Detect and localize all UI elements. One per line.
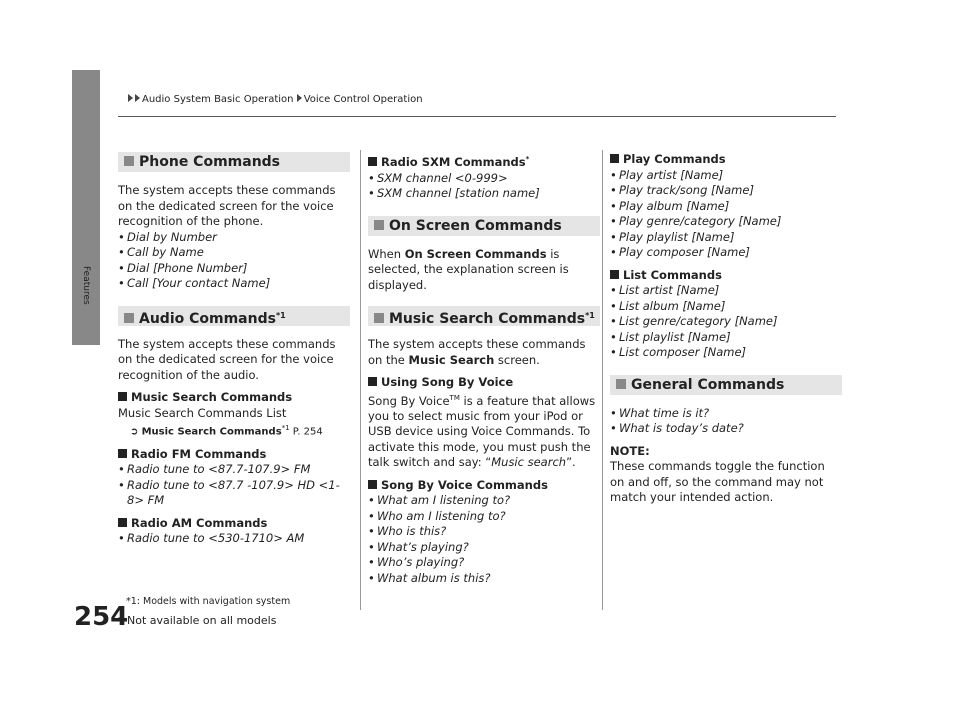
note-text: These commands toggle the function on and off, so the command may not match your intended action.: [610, 459, 825, 504]
square-icon: [124, 313, 134, 323]
music-search-list-text: Music Search Commands List: [118, 405, 287, 420]
list-command-list: [610, 283, 842, 361]
list-item: • Call [Your contact Name]: [118, 276, 350, 292]
list-item: • Call by Name: [118, 245, 350, 261]
list-item: • Radio tune to <87.7 -107.9> HD <1-8> FM: [118, 478, 350, 509]
list-item: • Play playlist [Name]: [610, 230, 842, 246]
breadcrumb: [128, 94, 423, 105]
list-item: • Who’s playing?: [368, 555, 600, 571]
section-audio-commands: Audio Commands$^{*1}$: [118, 306, 350, 326]
list-item: • Play composer [Name]: [610, 245, 842, 261]
list-item: • Radio tune to <87.7-107.9> FM: [118, 462, 350, 478]
square-icon: [368, 377, 377, 386]
reference-arrow-icon: ➲: [130, 426, 139, 438]
am-command-list: [118, 531, 350, 547]
list-item: • Dial by Number: [118, 230, 350, 246]
list-item: • Play track/song [Name]: [610, 183, 842, 199]
square-icon: [118, 392, 127, 401]
list-item: • What album is this?: [368, 571, 600, 587]
list-item: • Play artist [Name]: [610, 168, 842, 184]
heading-song-by-voice-commands: Song By Voice Commands: [368, 478, 600, 494]
general-command-list: [610, 406, 842, 437]
square-icon: [374, 220, 384, 230]
list-item: • Play genre/category [Name]: [610, 214, 842, 230]
heading-play-commands: Play Commands: [610, 152, 842, 168]
square-icon: [118, 449, 127, 458]
square-icon: [368, 157, 377, 166]
page-number: 254: [74, 602, 129, 632]
column-left: [118, 152, 350, 547]
square-icon: [374, 313, 384, 323]
song-by-voice-command-list: [368, 493, 600, 586]
section-general-commands: General Commands: [610, 375, 842, 395]
square-icon: [124, 156, 134, 166]
column-divider: [602, 150, 603, 610]
heading-music-search-commands: Music Search Commands: [118, 390, 350, 406]
list-item: • List genre/category [Name]: [610, 314, 842, 330]
phone-command-list: [118, 230, 350, 292]
list-item: • Who is this?: [368, 524, 600, 540]
list-item: • List artist [Name]: [610, 283, 842, 299]
section-on-screen-commands: On Screen Commands: [368, 216, 600, 236]
triangle-right-icon: [128, 94, 133, 102]
column-middle: [368, 152, 600, 586]
square-icon: [118, 518, 127, 527]
column-divider: [360, 150, 361, 610]
list-item: • What am I listening to?: [368, 493, 600, 509]
cross-reference-link[interactable]: ➲ Music Search Commands$^{*1}$ P. 254: [130, 424, 323, 438]
heading-radio-fm-commands: Radio FM Commands: [118, 447, 350, 463]
square-icon: [368, 480, 377, 489]
list-item: • List playlist [Name]: [610, 330, 842, 346]
square-icon: [610, 154, 619, 163]
section-music-search-commands: Music Search Commands$^{*1}$: [368, 306, 600, 326]
list-item: • Radio tune to <530-1710> AM: [118, 531, 350, 547]
heading-radio-sxm-commands: Radio SXM Commands*: [368, 152, 600, 171]
heading-radio-am-commands: Radio AM Commands: [118, 516, 350, 532]
triangle-right-icon: [135, 94, 140, 102]
audio-text: The system accepts these commands on the dedicated screen for the voice recognition of the audio.: [118, 336, 336, 382]
list-item: • What is today’s date?: [610, 421, 842, 437]
phone-text: The system accepts these commands on the dedicated screen for the voice recognition of the phone.: [118, 183, 336, 228]
song-by-voice-text: Song By Voice™ is a feature that allows you to select music from your iPod or USB device using Voice Commands. To activate this mode, you must push the talk switch and say: “Music search”.: [368, 393, 596, 470]
heading-list-commands: List Commands: [610, 268, 842, 284]
breadcrumb-item[interactable]: Voice Control Operation: [303, 94, 423, 105]
sxm-command-list: [368, 171, 600, 202]
square-icon: [610, 270, 619, 279]
header-rule: [118, 116, 836, 117]
list-item: • SXM channel [station name]: [368, 186, 600, 202]
fm-command-list: [118, 462, 350, 509]
square-icon: [616, 379, 626, 389]
heading-using-song-by-voice: Using Song By Voice: [368, 375, 600, 391]
footnote-availability: * Not available on all models: [118, 614, 277, 627]
breadcrumb-item[interactable]: Audio System Basic Operation: [142, 94, 294, 105]
list-item: • List album [Name]: [610, 299, 842, 315]
side-tab-label: Features: [81, 266, 91, 305]
music-search-text: The system accepts these commands on the Music Search screen.: [368, 337, 586, 367]
column-right: [610, 152, 842, 506]
list-item: • What time is it?: [610, 406, 842, 422]
list-item: • SXM channel <0-999>: [368, 171, 600, 187]
list-item: • What’s playing?: [368, 540, 600, 556]
on-screen-text: When On Screen Commands is selected, the explanation screen is displayed.: [368, 246, 569, 292]
note-label: NOTE:: [610, 443, 650, 458]
list-item: • Dial [Phone Number]: [118, 261, 350, 277]
triangle-right-icon: [297, 94, 302, 102]
footnote-models: *1: Models with navigation system: [126, 596, 291, 607]
play-command-list: [610, 168, 842, 261]
list-item: • Who am I listening to?: [368, 509, 600, 525]
list-item: • List composer [Name]: [610, 345, 842, 361]
section-phone-commands: Phone Commands: [118, 152, 350, 172]
list-item: • Play album [Name]: [610, 199, 842, 215]
